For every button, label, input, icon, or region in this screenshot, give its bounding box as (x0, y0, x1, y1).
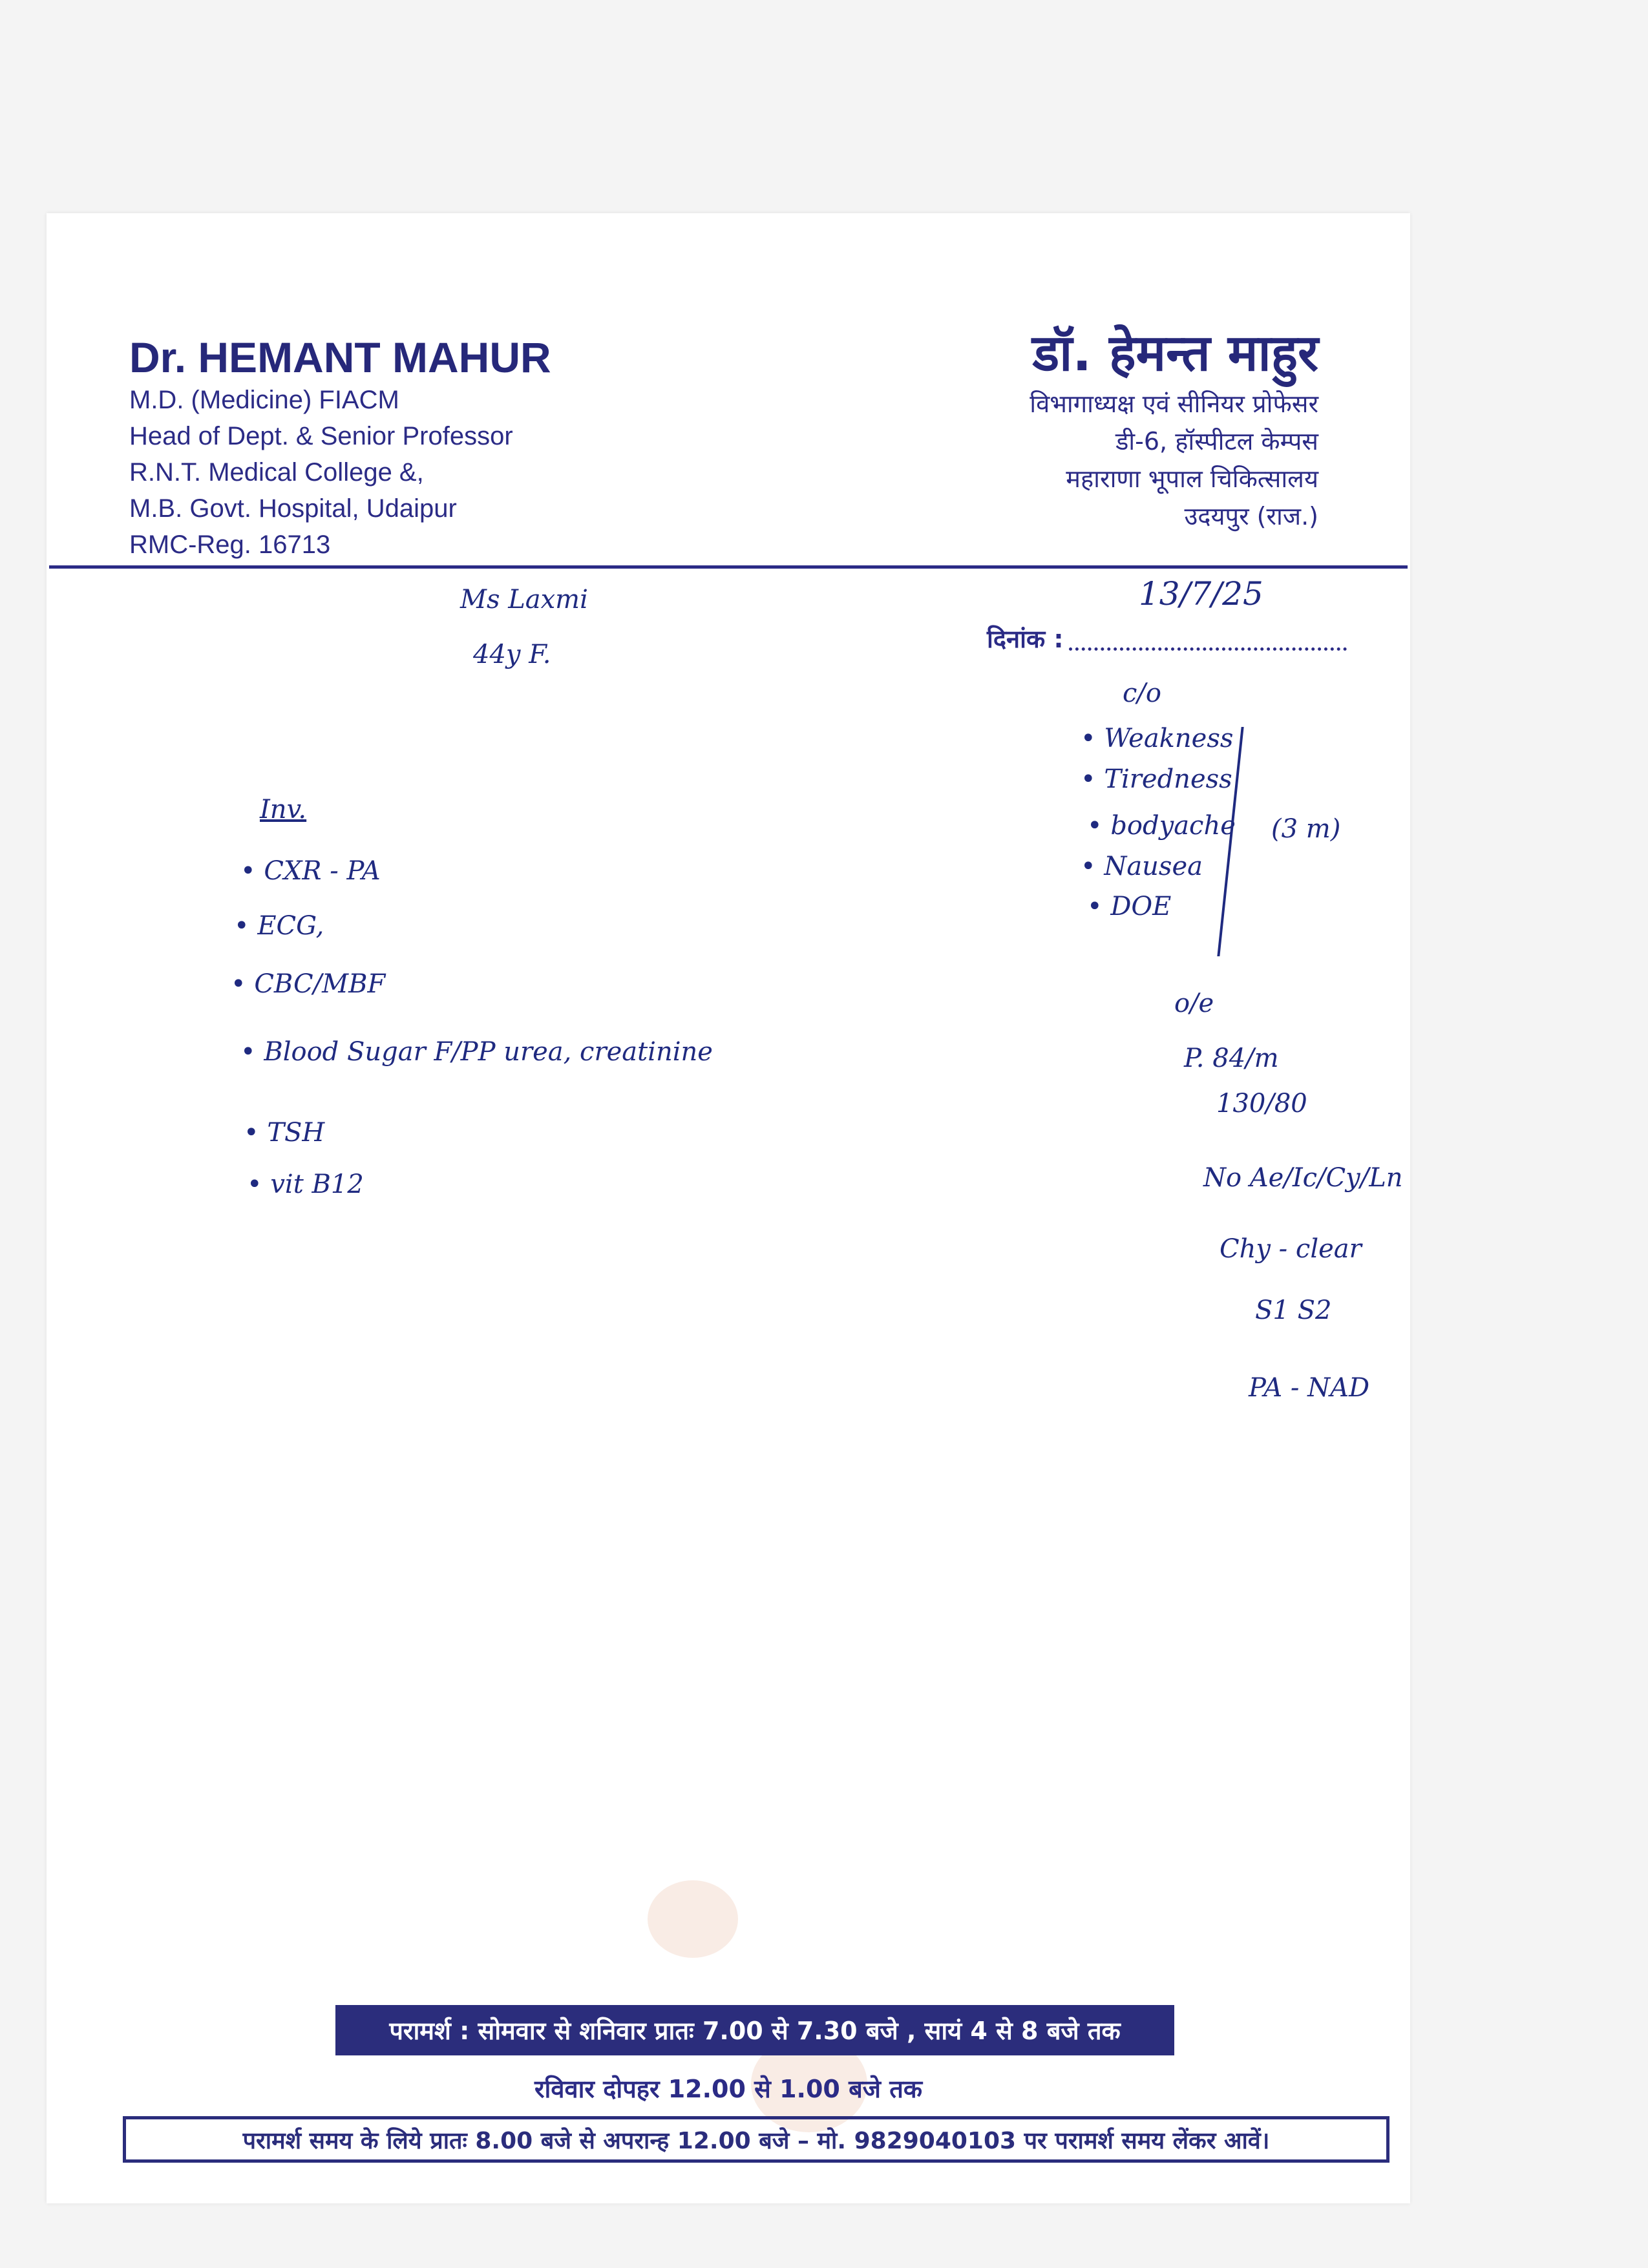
date-field (987, 622, 1347, 655)
sunday-timing: रविवार दोपहर 12.00 से 1.00 बजे तक (534, 2075, 923, 2103)
investigation-item: • TSH (244, 1118, 325, 1148)
complaint-item: • Weakness (1081, 724, 1234, 753)
complaint-item: • DOE (1087, 892, 1172, 921)
doctor-name-english: Dr. HEMANT MAHUR (129, 333, 551, 381)
duration-brace (1217, 727, 1269, 956)
header-hindi (672, 317, 1318, 535)
designation-hindi: विभागाध्यक्ष एवं सीनियर प्रोफेसर (1030, 390, 1318, 418)
investigation-item: • ECG, (234, 911, 324, 941)
investigations-heading: Inv. (260, 795, 307, 824)
city-hindi: उदयपुर (राज.) (1184, 502, 1318, 530)
exam-item: No Ae/Ic/Cy/Ln (1203, 1163, 1403, 1193)
complaints-duration: (3 m) (1271, 814, 1341, 844)
investigation-item: • vit B12 (247, 1170, 364, 1199)
patient-age-sex: 44y F. (473, 640, 551, 669)
complaint-item: • Tiredness (1081, 764, 1232, 794)
exam-item: Chy - clear (1220, 1234, 1362, 1264)
date-handwritten: 13/7/25 (1139, 575, 1263, 613)
address-hindi: डी-6, हॉस्पीटल केम्पस (1115, 427, 1318, 456)
designation: Head of Dept. & Senior Professor (129, 422, 513, 450)
hospital: M.B. Govt. Hospital, Udaipur (129, 494, 457, 523)
exam-item: P. 84/m (1184, 1044, 1279, 1073)
complaint-item: • bodyache (1087, 811, 1236, 841)
consultation-timing-banner: परामर्श : सोमवार से शनिवार प्रातः 7.00 से 7.30 बजे , सायं 4 से 8 बजे तक (335, 2005, 1174, 2055)
complaint-item: • Nausea (1081, 852, 1203, 881)
registration-number: RMC-Reg. 16713 (129, 530, 331, 559)
investigation-item: • CXR - PA (240, 856, 381, 886)
exam-heading: o/e (1174, 989, 1214, 1018)
appointment-notice: परामर्श समय के लिये प्रातः 8.00 बजे से अपरान्ह 12.00 बजे – मो. 9829040103 पर परामर्श समय लेंकर आवें। (123, 2116, 1389, 2163)
date-label: दिनांक : (987, 625, 1064, 653)
exam-item: PA - NAD (1249, 1373, 1370, 1403)
exam-item: 130/80 (1216, 1089, 1307, 1118)
exam-item: S1 S2 (1255, 1296, 1332, 1325)
college: R.N.T. Medical College &, (129, 458, 424, 487)
prescription-sheet (47, 213, 1410, 2203)
patient-name: Ms Laxmi (460, 585, 588, 614)
hospital-hindi: महाराणा भूपाल चिकित्सालय (1066, 465, 1318, 493)
header-divider (49, 565, 1408, 569)
investigation-item: • Blood Sugar F/PP urea, creatinine (240, 1037, 713, 1067)
header-english (129, 333, 711, 563)
date-dotted-line (1069, 631, 1347, 651)
investigation-item: • CBC/MBF (231, 969, 386, 999)
doctor-name-hindi: डॉ. हेमन्त माहुर (1032, 324, 1318, 383)
complaints-heading: c/o (1123, 678, 1161, 708)
paper-stain (648, 1880, 738, 1958)
qualification: M.D. (Medicine) FIACM (129, 386, 399, 414)
